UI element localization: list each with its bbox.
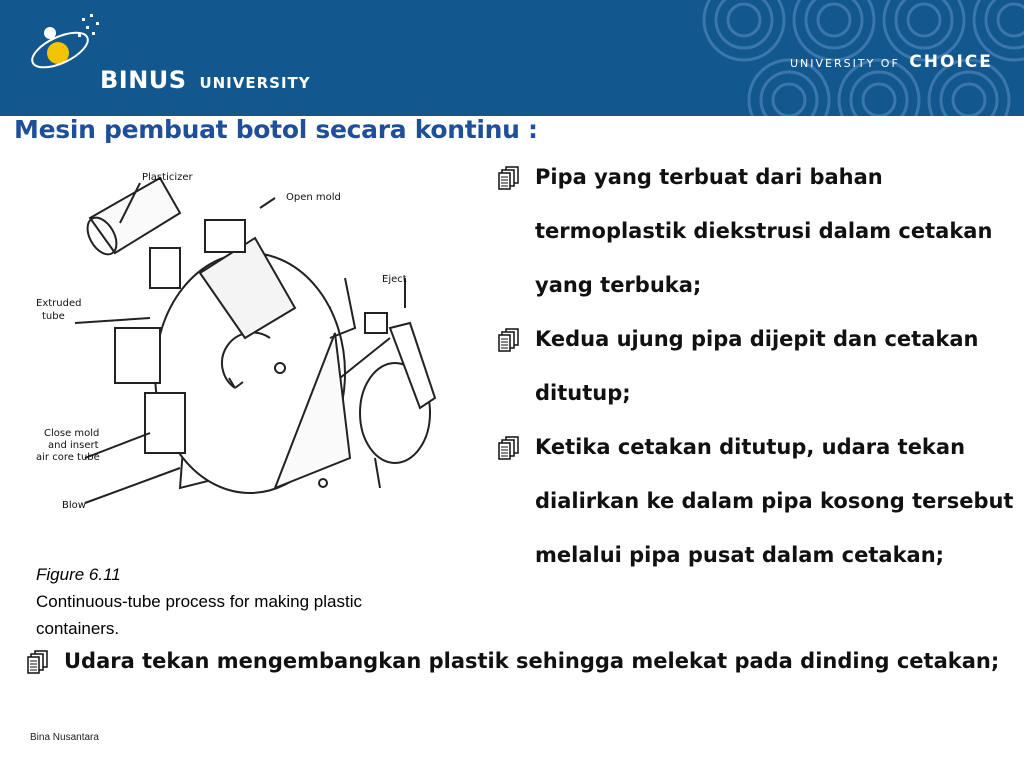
slide-title: Mesin pembuat botol secara kontinu : bbox=[14, 115, 538, 144]
label-eject: Eject bbox=[382, 274, 407, 285]
bullet-item bbox=[497, 420, 1017, 582]
header-banner bbox=[0, 0, 1024, 116]
label-close-mold-line3: air core tube bbox=[36, 452, 100, 463]
bullet-text: Pipa yang terbuat dari bahan termoplastik diekstrusi dalam cetakan yang terbuka; bbox=[535, 165, 993, 297]
label-close-mold bbox=[36, 428, 103, 463]
bullet-icon bbox=[26, 648, 50, 674]
tagline bbox=[790, 52, 993, 72]
bullet-item bbox=[497, 312, 1017, 420]
bullet-item bbox=[497, 150, 1017, 312]
footer-text: Bina Nusantara bbox=[30, 732, 99, 743]
bullet-item bbox=[26, 634, 1021, 688]
label-extruded-tube-line1: Extruded bbox=[36, 298, 82, 309]
figure-description: Continuous-tube process for making plastic containers. bbox=[36, 592, 362, 638]
label-extruded-tube bbox=[36, 298, 85, 322]
label-blow: Blow bbox=[62, 500, 86, 511]
logo-secondary-text: UNIVERSITY bbox=[199, 74, 311, 92]
label-close-mold-line1: Close mold bbox=[44, 428, 100, 439]
label-extruded-tube-line2: tube bbox=[42, 311, 65, 322]
bullet-list bbox=[497, 150, 1017, 582]
bullet-icon bbox=[497, 164, 521, 190]
bullet-icon bbox=[497, 326, 521, 352]
bullet-text: Kedua ujung pipa dijepit dan cetakan ditutup; bbox=[535, 327, 979, 405]
label-close-mold-line2: and insert bbox=[48, 440, 99, 451]
bottom-bullet bbox=[26, 634, 1021, 688]
bullet-text: Ketika cetakan ditutup, udara tekan dialirkan ke dalam pipa kosong tersebut melalui pipa pusat dalam cetakan; bbox=[535, 435, 1014, 567]
machine-diagram bbox=[30, 158, 470, 533]
tagline-emphasis: CHOICE bbox=[909, 52, 993, 72]
binus-logo bbox=[20, 8, 320, 108]
logo-primary-text: BINUS bbox=[100, 66, 187, 94]
figure-caption bbox=[36, 561, 416, 642]
figure-number: Figure 6.11 bbox=[36, 565, 121, 584]
bullet-icon bbox=[497, 434, 521, 460]
tagline-prefix: UNIVERSITY OF bbox=[790, 57, 900, 70]
label-open-mold: Open mold bbox=[286, 192, 341, 203]
label-plasticizer: Plasticizer bbox=[142, 172, 193, 183]
bullet-text: Udara tekan mengembangkan plastik sehingga melekat pada dinding cetakan; bbox=[64, 649, 1000, 673]
